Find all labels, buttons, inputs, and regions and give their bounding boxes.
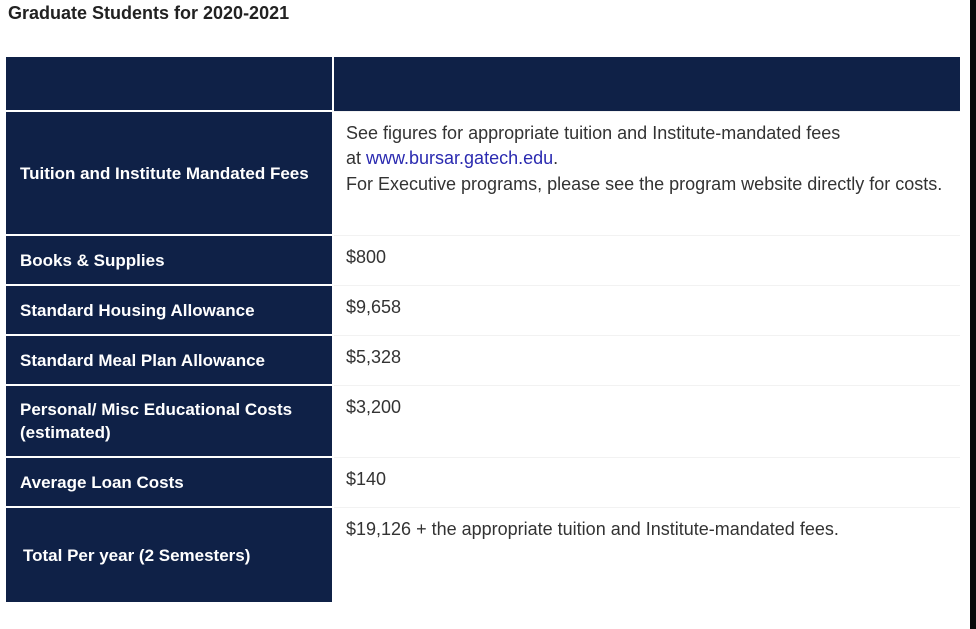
row-value-loan-costs: $140 — [333, 457, 960, 507]
tuition-text-period: . — [553, 148, 559, 168]
table-header-right — [333, 57, 960, 111]
page-title: Graduate Students for 2020-2021 — [8, 3, 290, 23]
table-header-left — [6, 57, 333, 111]
table-row-total — [6, 507, 960, 602]
row-value-tuition — [333, 111, 960, 235]
row-value-housing: $9,658 — [333, 285, 960, 335]
row-label-housing: Standard Housing Allowance — [6, 285, 333, 335]
tuition-text-line1: See figures for appropriate tuition and Institute-mandated fees — [346, 122, 841, 143]
table-row — [6, 111, 960, 235]
table-row — [6, 235, 960, 285]
cost-of-attendance-table — [6, 57, 960, 602]
row-label-books: Books & Supplies — [6, 235, 333, 285]
tuition-text-executive: For Executive programs, please see the program website directly for costs. — [346, 173, 943, 194]
table-row — [6, 385, 960, 457]
bursar-link[interactable]: www.bursar.gatech.edu — [366, 148, 554, 168]
tuition-text-at: at — [346, 148, 367, 168]
table-row — [6, 335, 960, 385]
row-value-meal-plan: $5,328 — [333, 335, 960, 385]
table-row — [6, 285, 960, 335]
row-value-personal-misc: $3,200 — [333, 385, 960, 457]
row-label-tuition: Tuition and Institute Mandated Fees — [6, 111, 333, 235]
table-header-row — [6, 57, 960, 111]
window-edge — [970, 0, 976, 629]
row-value-total: $19,126 + the appropriate tuition and Institute-mandated fees. — [333, 507, 960, 602]
row-value-books: $800 — [333, 235, 960, 285]
row-label-loan-costs: Average Loan Costs — [6, 457, 333, 507]
row-label-total: Total Per year (2 Semesters) — [6, 507, 333, 602]
row-label-personal-misc: Personal/ Misc Educational Costs (estimated) — [6, 385, 333, 457]
row-label-meal-plan: Standard Meal Plan Allowance — [6, 335, 333, 385]
table-row — [6, 457, 960, 507]
